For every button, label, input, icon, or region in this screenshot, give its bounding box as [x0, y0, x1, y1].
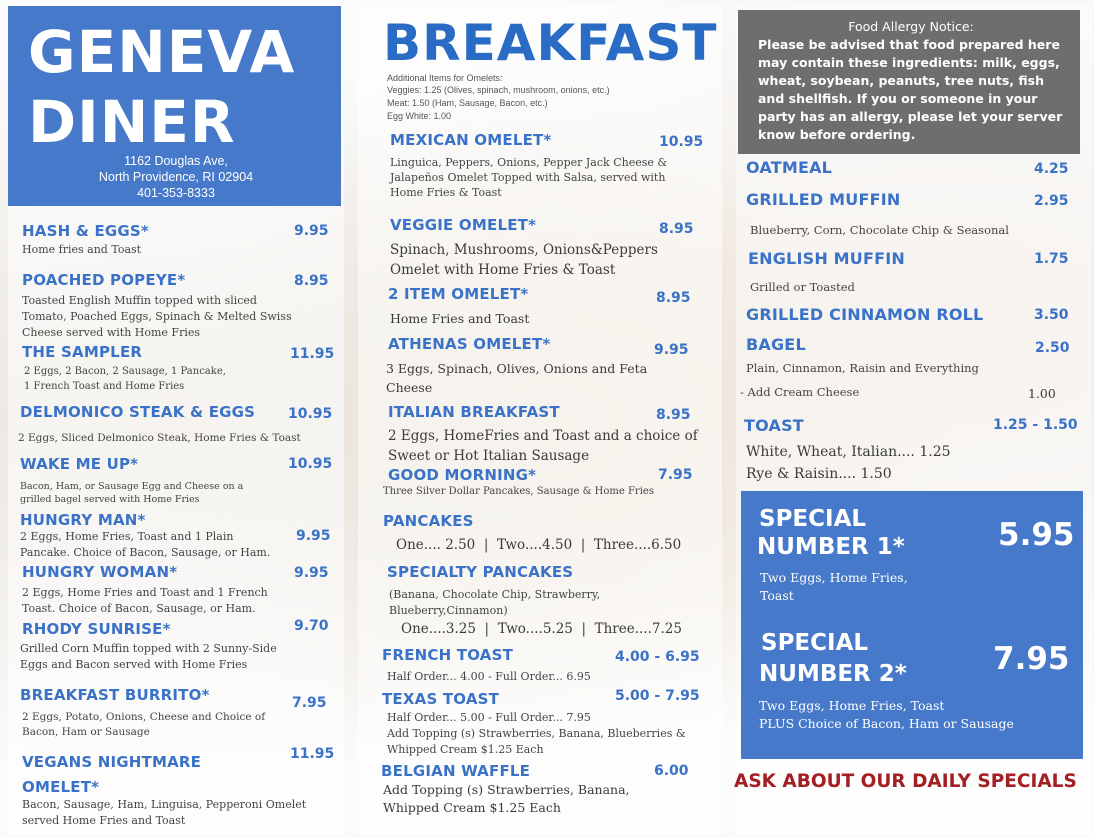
item-title: VEGANS NIGHTMARE	[22, 753, 202, 771]
breakfast-heading: BREAKFAST	[383, 14, 718, 72]
item-price: 10.95	[288, 456, 333, 472]
item-desc: Omelet with Home Fries & Toast	[390, 262, 616, 278]
item-price: 2.95	[1034, 193, 1069, 209]
additional-items: Egg White: 1.00	[387, 111, 452, 121]
special-price: 5.95	[998, 517, 1075, 553]
item-price: 9.95	[296, 528, 331, 544]
phone: 401-353-8333	[137, 186, 215, 200]
item-price: 2.50	[1035, 340, 1070, 356]
additional-items: Meat: 1.50 (Ham, Sausage, Bacon, etc.)	[387, 98, 548, 108]
item-desc: 2 Eggs, Potato, Onions, Cheese and Choice of	[22, 711, 266, 723]
special-price: 7.95	[993, 641, 1070, 677]
item-price: 10.95	[659, 134, 704, 150]
item-price: 10.95	[288, 406, 333, 422]
item-title: WAKE ME UP*	[20, 455, 139, 473]
item-title: HUNGRY WOMAN*	[22, 563, 178, 581]
item-desc: Three Silver Dollar Pancakes, Sausage & Home Fries	[383, 486, 654, 497]
item-desc: 2 Eggs, Home Fries, Toast and 1 Plain	[20, 530, 234, 543]
item-title: BREAKFAST BURRITO*	[20, 686, 210, 704]
item-desc: Cheese	[386, 380, 433, 395]
item-title: BAGEL	[746, 335, 806, 354]
item-desc: Toast. Choice of Bacon, Sausage, or Ham.	[22, 602, 256, 615]
special-title: NUMBER 1*	[757, 534, 905, 560]
diner-title-box	[8, 6, 341, 206]
item-title: GOOD MORNING*	[388, 466, 537, 484]
item-price: 4.00 - 6.95	[615, 649, 700, 665]
allergy-line: party has an allergy, please let your server	[758, 109, 1063, 124]
item-price: 8.95	[659, 221, 694, 237]
item-desc: Plain, Cinnamon, Raisin and Everything	[746, 361, 979, 375]
item-title: DELMONICO STEAK & EGGS	[20, 403, 256, 421]
item-title: GRILLED MUFFIN	[746, 190, 901, 209]
item-desc: Sweet or Hot Italian Sausage	[388, 448, 590, 464]
item-desc: (Banana, Chocolate Chip, Strawberry,	[389, 588, 601, 601]
item-title: MEXICAN OMELET*	[390, 131, 552, 149]
item-title: GRILLED CINNAMON ROLL	[746, 305, 984, 324]
item-title: OATMEAL	[746, 158, 833, 177]
item-title: TEXAS TOAST	[382, 690, 500, 708]
item-desc: Blueberry,Cinnamon)	[389, 604, 508, 617]
allergy-notice	[738, 10, 1080, 154]
item-desc: Home fries and Toast	[22, 243, 142, 256]
item-desc: Whipped Cream $1.25 Each	[387, 743, 544, 756]
item-title: ITALIAN BREAKFAST	[388, 403, 560, 421]
item-price: 8.95	[656, 290, 691, 306]
address-line1: 1162 Douglas Ave,	[124, 154, 228, 168]
diner-name-line1: GENEVA	[28, 18, 296, 86]
item-desc: Home Fries & Toast	[390, 186, 502, 199]
item-price: 1.25 - 1.50	[993, 417, 1078, 433]
item-price: 7.95	[658, 467, 693, 483]
item-price: 11.95	[290, 346, 335, 362]
special-title: NUMBER 2*	[759, 661, 907, 687]
item-title: BELGIAN WAFFLE	[381, 762, 531, 780]
special-desc: Two Eggs, Home Fries, Toast	[759, 698, 945, 713]
item-desc: One.... 2.50 | Two....4.50 | Three....6.50	[396, 537, 682, 553]
item-desc: 2 Eggs, 2 Bacon, 2 Sausage, 1 Pancake,	[24, 366, 226, 377]
daily-specials-notice: ASK ABOUT OUR DAILY SPECIALS	[734, 771, 1077, 792]
item-title: ATHENAS OMELET*	[388, 335, 551, 353]
item-price: 8.95	[294, 273, 329, 289]
item-price: 1.75	[1034, 251, 1069, 267]
item-desc: Spinach, Mushrooms, Onions&Peppers	[390, 242, 658, 258]
item-desc: One....3.25 | Two....5.25 | Three....7.25	[401, 621, 682, 637]
special-desc: Toast	[760, 588, 794, 603]
item-desc: Whipped Cream $1.25 Each	[383, 800, 561, 815]
item-desc: Half Order... 4.00 - Full Order... 6.95	[387, 670, 591, 683]
item-price: 3.50	[1034, 307, 1069, 323]
item-price: 5.00 - 7.95	[615, 688, 700, 704]
address-line2: North Providence, RI 02904	[98, 170, 254, 184]
item-desc: grilled bagel served with Home Fries	[20, 494, 200, 505]
item-desc: White, Wheat, Italian.... 1.25	[746, 444, 951, 460]
item-desc: 2 Eggs, Home Fries and Toast and 1 French	[22, 586, 268, 599]
item-desc: Grilled or Toasted	[750, 280, 855, 294]
item-title: HASH & EGGS*	[22, 222, 149, 240]
item-desc: Pancake. Choice of Bacon, Sausage, or Ham.	[20, 546, 271, 559]
special-title: SPECIAL	[761, 630, 869, 656]
addon-desc: - Add Cream Cheese	[740, 385, 860, 399]
additional-items: Additional Items for Omelets:	[387, 73, 503, 83]
item-price: 9.95	[294, 565, 329, 581]
item-title: RHODY SUNRISE*	[22, 620, 171, 638]
special-desc: PLUS Choice of Bacon, Ham or Sausage	[759, 716, 1014, 731]
special-title: SPECIAL	[759, 506, 867, 532]
item-title: SPECIALTY PANCAKES	[387, 563, 574, 581]
additional-items: Veggies: 1.25 (Olives, spinach, mushroom, onions, etc.)	[387, 85, 610, 95]
item-price: 9.70	[294, 618, 329, 634]
item-title: PANCAKES	[383, 512, 474, 530]
item-desc: Add Topping (s) Strawberries, Banana, Blueberries &	[387, 727, 686, 740]
item-desc: Add Topping (s) Strawberries, Banana,	[383, 782, 630, 797]
diner-name-line2: DINER	[28, 88, 236, 156]
specials-box	[741, 491, 1083, 759]
item-price: 4.25	[1034, 161, 1069, 177]
item-desc: Tomato, Poached Eggs, Spinach & Melted Swiss	[22, 310, 292, 323]
allergy-line: may contain these ingredients: milk, eggs,	[758, 55, 1060, 70]
allergy-line: Please be advised that food prepared here	[758, 37, 1060, 52]
item-desc: Bacon, Ham, or Sausage Egg and Cheese on a	[20, 481, 244, 492]
item-price: 8.95	[656, 407, 691, 423]
item-price: 11.95	[290, 746, 335, 762]
item-desc: Eggs and Bacon served with Home Fries	[20, 658, 248, 671]
item-title: 2 ITEM OMELET*	[388, 285, 529, 303]
item-title: FRENCH TOAST	[382, 646, 514, 664]
item-desc: Jalapeños Omelet Topped with Salsa, served with	[390, 171, 666, 184]
item-desc: 1 French Toast and Home Fries	[24, 381, 185, 392]
special-desc: Two Eggs, Home Fries,	[760, 570, 908, 585]
allergy-line: know before ordering.	[758, 127, 916, 142]
item-desc: served Home Fries and Toast	[22, 814, 186, 827]
item-desc: Blueberry, Corn, Chocolate Chip & Seasonal	[750, 223, 1009, 237]
item-desc: 2 Eggs, HomeFries and Toast and a choice of	[388, 428, 698, 444]
item-price: 7.95	[292, 695, 327, 711]
item-title: VEGGIE OMELET*	[390, 216, 537, 234]
allergy-title: Food Allergy Notice:	[848, 19, 974, 34]
item-desc: 2 Eggs, Sliced Delmonico Steak, Home Fries & Toast	[18, 432, 301, 444]
item-title: HUNGRY MAN*	[20, 511, 146, 529]
item-desc: Toasted English Muffin topped with sliced	[22, 294, 257, 307]
item-desc: Bacon, Sausage, Ham, Linguisa, Pepperoni Omelet	[22, 798, 307, 811]
item-desc: Bacon, Ham or Sausage	[22, 726, 150, 738]
item-title: THE SAMPLER	[22, 343, 143, 361]
addon-price: 1.00	[1028, 386, 1056, 401]
item-desc: Rye & Raisin.... 1.50	[746, 466, 892, 482]
item-title-continued: OMELET*	[22, 778, 100, 796]
item-desc: Linguica, Peppers, Onions, Pepper Jack Cheese &	[390, 156, 668, 169]
item-price: 6.00	[654, 763, 689, 779]
allergy-line: and shellfish. If you or someone in your	[758, 91, 1038, 106]
item-price: 9.95	[654, 342, 689, 358]
item-desc: Cheese served with Home Fries	[22, 326, 200, 339]
item-title: TOAST	[744, 416, 804, 435]
allergy-line: wheat, soybean, peanuts, tree nuts, fish	[758, 73, 1045, 88]
item-title: ENGLISH MUFFIN	[748, 249, 906, 268]
item-title: POACHED POPEYE*	[22, 271, 186, 289]
item-desc: Half Order... 5.00 - Full Order... 7.95	[387, 711, 591, 724]
item-desc: Grilled Corn Muffin topped with 2 Sunny-Side	[20, 642, 277, 655]
item-desc: 3 Eggs, Spinach, Olives, Onions and Feta	[386, 361, 648, 376]
item-price: 9.95	[294, 223, 329, 239]
item-desc: Home Fries and Toast	[390, 311, 530, 326]
